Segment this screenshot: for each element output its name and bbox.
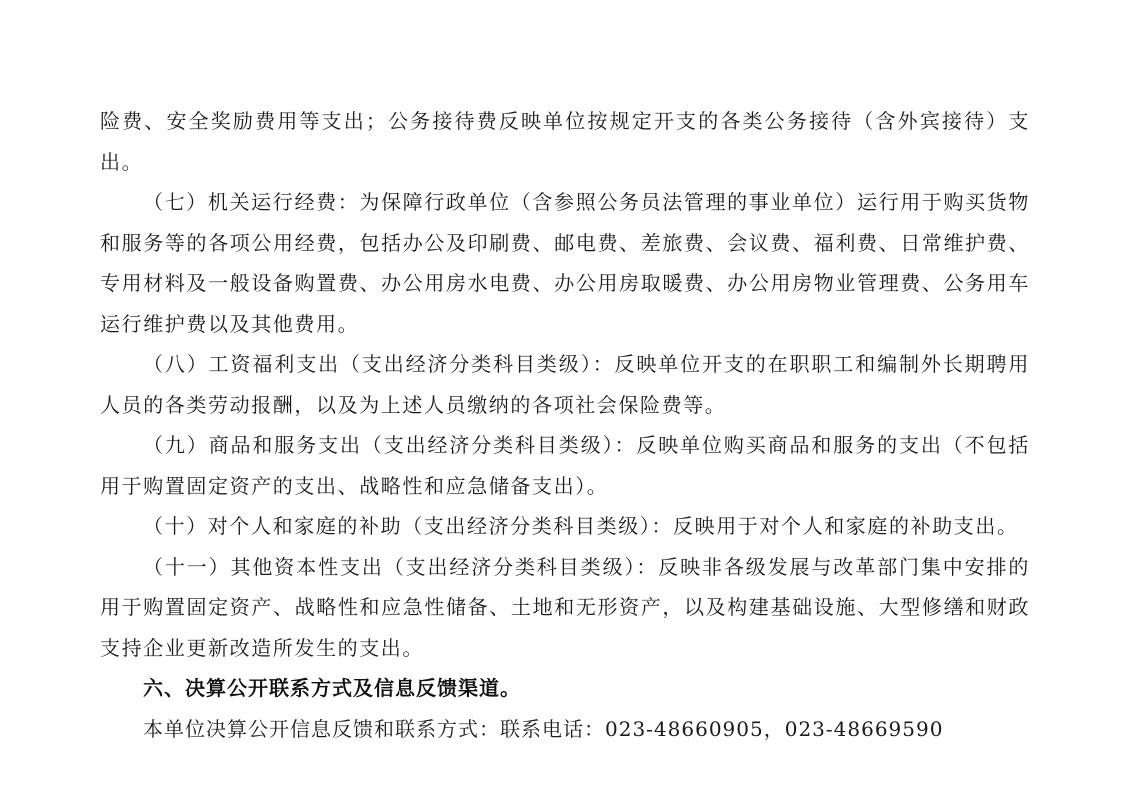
paragraph-item-9: （九）商品和服务支出（支出经济分类科目类级）：反映单位购买商品和服务的支出（不包括用于购置固定资产的支出、战略性和应急储备支出）。 bbox=[100, 433, 1030, 498]
contact-line: 本单位决算公开信息反馈和联系方式：联系电话：023-48660905，023-48669590 bbox=[143, 716, 944, 741]
paragraph-item-8: （八）工资福利支出（支出经济分类科目类级）：反映单位开支的在职职工和编制外长期聘用人员的各类劳动报酬，以及为上述人员缴纳的各项社会保险费等。 bbox=[100, 352, 1030, 417]
paragraph-item-10: （十）对个人和家庭的补助（支出经济分类科目类级）：反映用于对个人和家庭的补助支出。 bbox=[143, 514, 1019, 538]
section-heading: 六、决算公开联系方式及信息反馈渠道。 bbox=[143, 676, 521, 700]
paragraph-item-11: （十一）其他资本性支出（支出经济分类科目类级）：反映非各级发展与改革部门集中安排的用于购置固定资产、战略性和应急性储备、土地和无形资产，以及构建基础设施、大型修缮和财政支持企业更新改造所发生的支出。 bbox=[100, 554, 1030, 660]
document-body bbox=[100, 101, 1030, 749]
paragraph-continuation: 险费、安全奖励费用等支出；公务接待费反映单位按规定开支的各类公务接待（含外宾接待）支出。 bbox=[100, 109, 1030, 174]
paragraph-item-7: （七）机关运行经费：为保障行政单位（含参照公务员法管理的事业单位）运行用于购买货物和服务等的各项公用经费，包括办公及印刷费、邮电费、差旅费、会议费、福利费、日常维护费、专用材料及一般设备购置费、办公用房水电费、办公用房取暖费、办公用房物业管理费、公务用车运行维护费以及其他费用。 bbox=[100, 190, 1030, 336]
